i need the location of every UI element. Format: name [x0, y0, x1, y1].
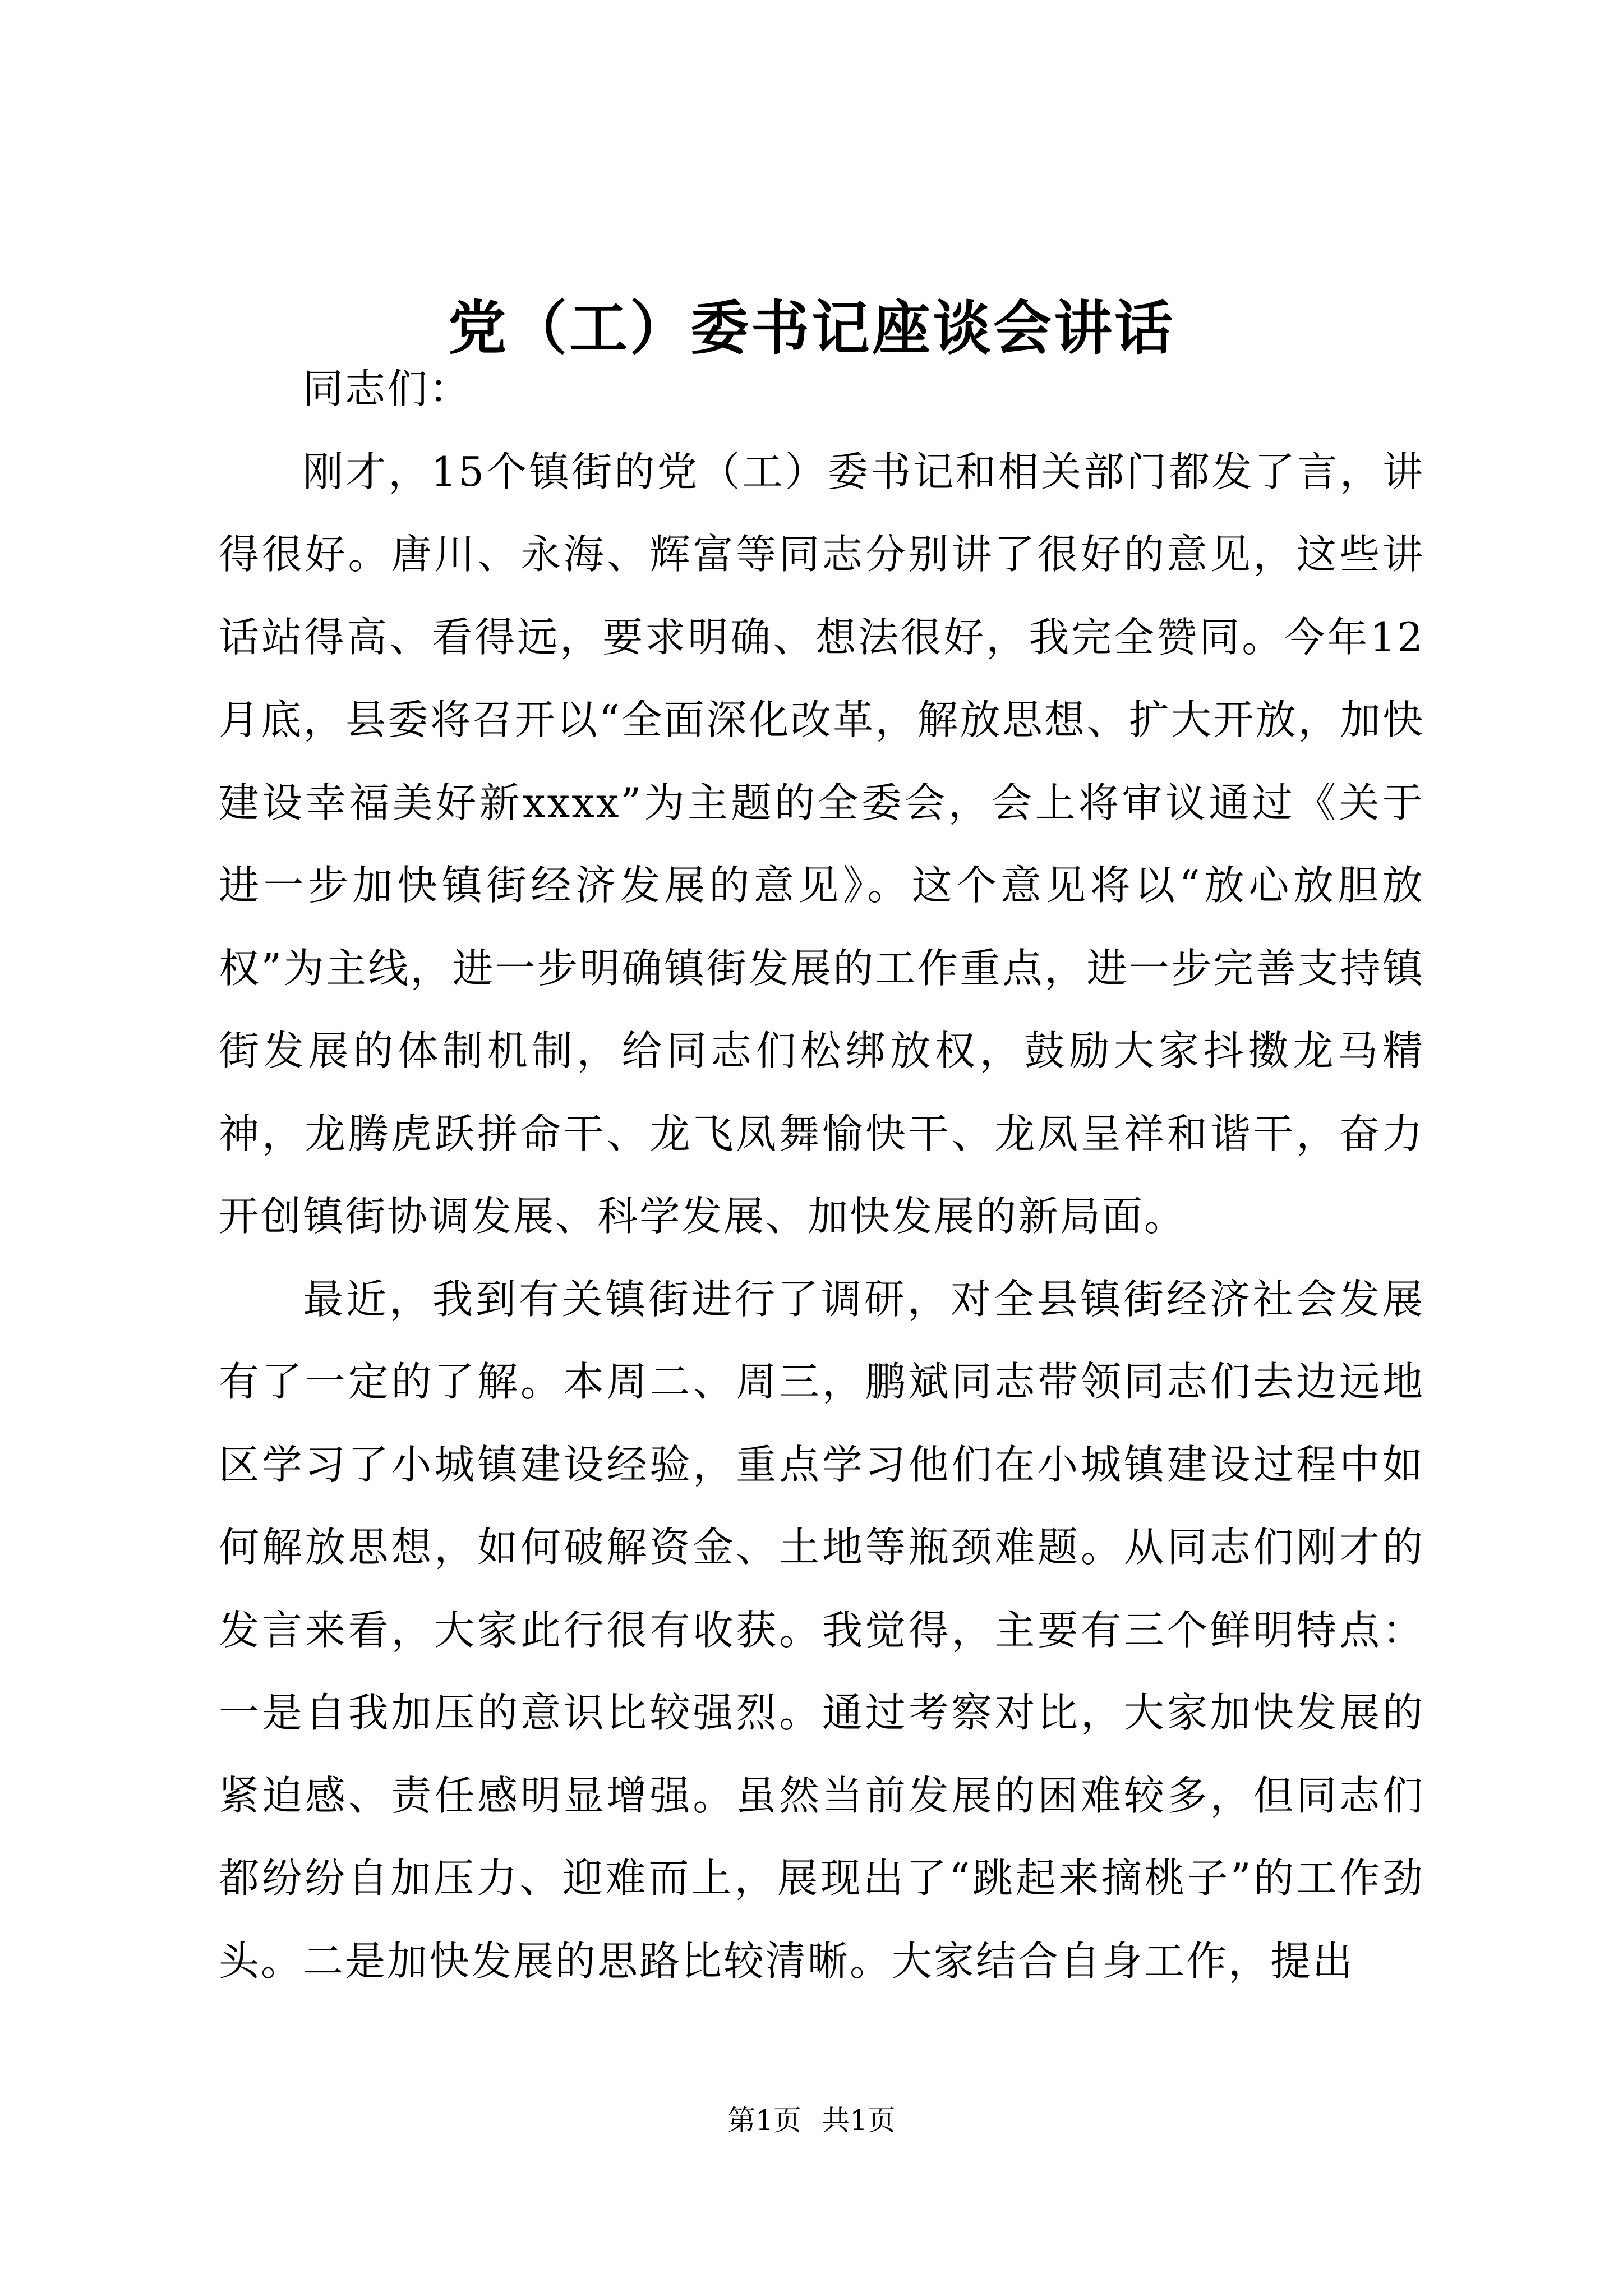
- page-number: 第1页: [727, 2104, 802, 2137]
- body-paragraph: 最近，我到有关镇街进行了调研，对全县镇街经济社会发展有了一定的了解。本周二、周三，鹏斌同志带领同志们去边远地区学习了小城镇建设经验，重点学习他们在小城镇建设过程中如何解放思想，如何破解资金、土地等瓶颈难题。从同志们刚才的发言来看，大家此行很有收获。我觉得，主要有三个鲜明特点：一是自我加压的意识比较强烈。通过考察对比，大家加快发展的紧迫感、责任感明显增强。虽然当前发展的困难较多，但同志们都纷纷自加压力、迎难而上，展现出了“跳起来摘桃子”的工作劲头。二是加快发展的思路比较清晰。大家结合自身工作，提出: [219, 1275, 1424, 1985]
- document-title: 党（工）委书记座谈会讲话: [448, 293, 1175, 362]
- salutation-paragraph: 同志们：: [303, 365, 472, 412]
- body-paragraph: 刚才，15个镇街的党（工）委书记和相关部门都发了言，讲得很好。唐川、永海、辉富等同志分别讲了很好的意见，这些讲话站得高、看得远，要求明确、想法很好，我完全赞同。今年12月底，县委将召开以“全面深化改革，解放思想、扩大开放，加快建设幸福美好新xxxx”为主题的全委会，会上将审议通过《关于进一步加快镇街经济发展的意见》。这个意见将以“放心放胆放权”为主线，进一步明确镇街发展的工作重点，进一步完善支持镇街发展的体制机制，给同志们松绑放权，鼓励大家抖擞龙马精神，龙腾虎跃拼命干、龙飞凤舞愉快干、龙凤呈祥和谐干，奋力开创镇街协调发展、科学发展、加快发展的新局面。: [219, 448, 1424, 1240]
- page-footer: [0, 2101, 1623, 2140]
- document-body: [219, 348, 1424, 2003]
- page-total: 共1页: [821, 2104, 896, 2137]
